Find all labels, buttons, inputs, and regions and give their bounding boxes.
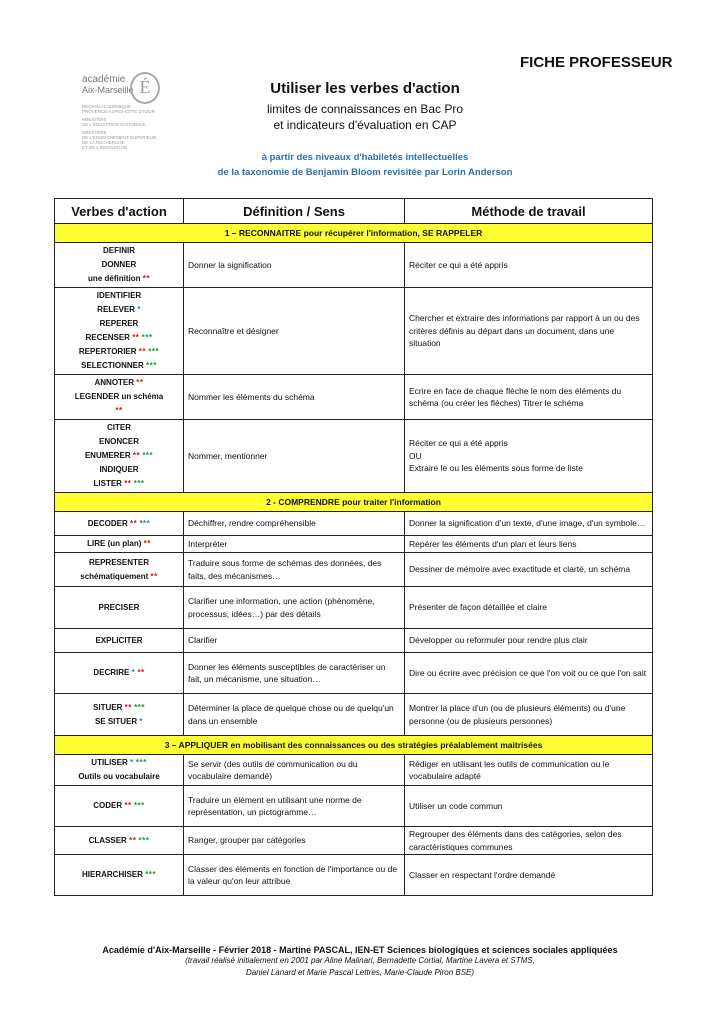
verb-line [59, 556, 179, 570]
verb-line [59, 272, 179, 286]
verb-line [59, 477, 179, 491]
logo-small-1: RÉGION ACADÉMIQUE [82, 104, 132, 109]
verb-line [59, 289, 179, 303]
level-marker: *** [133, 479, 145, 488]
method-cell: Utiliser un code commun [405, 786, 653, 827]
verb-cell [55, 420, 184, 493]
level-marker: *** [146, 361, 157, 370]
table-row [55, 755, 653, 786]
level-marker: *** [141, 333, 153, 342]
table-row [55, 694, 653, 736]
verb-cell [55, 512, 184, 536]
level-marker: ** [150, 571, 158, 581]
verb-line [59, 435, 179, 449]
verb-text: SITUER [93, 702, 123, 712]
definition-cell: Reconnaître et désigner [184, 288, 405, 375]
table-header-row [55, 199, 653, 224]
level-marker: *** [142, 451, 154, 460]
verb-text: Outils ou vocabulaire [78, 772, 160, 781]
verb-text: ENONCER [98, 437, 139, 446]
logo-mark-icon: É [130, 72, 160, 104]
level-marker: ** [124, 801, 132, 810]
verb-line [59, 404, 179, 418]
verb-line [59, 303, 179, 317]
table-row [55, 827, 653, 855]
level-marker: *** [145, 870, 156, 879]
table-row [55, 512, 653, 536]
method-cell: Donner la signification d'un texte, d'une image, d'un symbole… [405, 512, 653, 536]
verb-line [59, 244, 179, 258]
level-marker: ** [129, 835, 137, 845]
verb-cell [55, 653, 184, 694]
verb-line [59, 834, 179, 848]
column-header-method: Méthode de travail [405, 199, 653, 224]
method-cell: Dessiner de mémoire avec exactitude et clarté, un schéma [405, 553, 653, 587]
definition-cell: Donner la signification [184, 243, 405, 288]
document-title-block [200, 80, 530, 133]
verb-cell [55, 243, 184, 288]
verb-text: DECRIRE [93, 668, 130, 677]
verb-cell [55, 855, 184, 896]
academie-logo [60, 72, 178, 162]
level-marker: *** [133, 801, 145, 810]
level-marker: ** [124, 702, 132, 712]
level-marker: *** [139, 518, 151, 528]
logo-small-2: PROVENCE-ALPES-CÔTE D'AZUR [82, 109, 155, 114]
table-row [55, 855, 653, 896]
verb-line [59, 463, 179, 477]
level-marker: *** [148, 347, 160, 356]
section-title: 1 – RECONNAITRE pour récupérer l'information, SE RAPPELER [55, 224, 653, 243]
verb-cell [55, 755, 184, 786]
verb-cell [55, 827, 184, 855]
verb-text: schématiquement [80, 571, 149, 581]
verb-cell [55, 629, 184, 653]
level-marker: * [139, 716, 144, 726]
verb-cell [55, 587, 184, 629]
verb-text: CITER [107, 423, 131, 432]
verb-text: HIERARCHISER [82, 870, 143, 879]
logo-small-5: MINISTÈRE [82, 130, 107, 135]
method-cell: Réciter ce qui a été appris [405, 243, 653, 288]
level-marker: *** [138, 835, 150, 845]
verbs-table [54, 198, 653, 896]
table-row [55, 536, 653, 553]
table-row [55, 653, 653, 694]
verb-text: DONNER [101, 260, 137, 269]
definition-cell: Nommer, mentionner [184, 420, 405, 493]
verb-text: REPERER [99, 319, 139, 328]
level-marker: * [137, 305, 141, 314]
definition-cell: Se servir (des outils de communication ou du vocabulaire demandé) [184, 755, 405, 786]
definition-cell: Clarifier [184, 629, 405, 653]
logo-line2: Aix-Marseille [82, 85, 134, 95]
verb-text: IDENTIFIER [96, 291, 142, 300]
verb-cell [55, 553, 184, 587]
verb-text: ENUMERER [84, 451, 131, 460]
verb-text: LEGENDER un schéma [74, 392, 164, 401]
method-cell: Montrer la place d'un (ou de plusieurs éléments) ou d'une personne (ou de plusieurs personnes) [405, 694, 653, 736]
footer-line3: Daniel Lanard et Marie Pascal Lettres, Marie-Claude Piron BSE) [245, 968, 475, 977]
level-marker: ** [124, 479, 132, 488]
verb-line [59, 799, 179, 813]
verb-text: SE SITUER [94, 716, 138, 726]
verb-line [59, 715, 179, 729]
verb-line [59, 331, 179, 345]
method-cell: Développer ou reformuler pour rendre plus clair [405, 629, 653, 653]
column-header-verbs: Verbes d'action [55, 199, 184, 224]
level-marker: * [129, 758, 134, 767]
footer [40, 945, 680, 979]
definition-cell: Interpréter [184, 536, 405, 553]
method-cell: Chercher et extraire des informations par rapport à un ou des critères définis au départ dans un document, dans une situation [405, 288, 653, 375]
level-marker: ** [132, 333, 140, 342]
document-title-line3: et indicateurs d'évaluation en CAP [273, 118, 457, 132]
logo-small-4: DE L'ÉDUCATION NATIONALE [82, 122, 146, 127]
verb-line [59, 258, 179, 272]
table-body [55, 224, 653, 896]
table-row [55, 553, 653, 587]
level-marker: ** [137, 668, 145, 677]
verb-text: RECENSER [85, 333, 130, 342]
verb-text: LISTER [93, 479, 122, 488]
table-row [55, 243, 653, 288]
verb-text: CODER [93, 801, 123, 810]
verb-line [59, 868, 179, 882]
level-marker: *** [134, 702, 145, 712]
section-row [55, 224, 653, 243]
definition-cell: Classer des éléments en fonction de l'importance ou de la valeur qu'on leur attribue [184, 855, 405, 896]
table-row [55, 587, 653, 629]
logo-small-7: DE LA RECHERCHE [82, 140, 125, 145]
definition-cell: Clarifier une information, une action (phénomène, processus, idées…) par des détails [184, 587, 405, 629]
verb-line [59, 570, 179, 584]
verb-text: INDIQUER [99, 465, 139, 474]
verb-line [59, 421, 179, 435]
level-marker: ** [142, 274, 150, 283]
verb-text: PRECISER [98, 602, 140, 612]
logo-line1: académie [82, 74, 126, 85]
level-marker: ** [115, 406, 123, 415]
method-cell: Dire ou écrire avec précision ce que l'on voit ou ce que l'on sait [405, 653, 653, 694]
definition-cell: Donner les éléments susceptibles de caractériser un fait, un mécanisme, une situation… [184, 653, 405, 694]
logo-small-8: ET DE L'INNOVATION [82, 145, 128, 150]
logo-small-3: MINISTÈRE [82, 117, 107, 122]
verb-text: REPRESENTER [88, 557, 149, 567]
definition-cell: Traduire sous forme de schémas des données, des faits, des mécanismes… [184, 553, 405, 587]
verb-line [59, 666, 179, 680]
method-cell: Regrouper des éléments dans des catégories, selon des caractéristiques communes [405, 827, 653, 855]
fiche-label: FICHE PROFESSEUR [520, 54, 673, 71]
verb-line [59, 701, 179, 715]
method-cell: Réciter ce qui a été appris OU Extraire le ou les éléments sous forme de liste [405, 420, 653, 493]
verb-text: EXPLICITER [95, 635, 143, 645]
method-cell: Rédiger en utilisant les outils de communication ou le vocabulaire adapté [405, 755, 653, 786]
document-title: Utiliser les verbes d'action [270, 80, 460, 97]
verb-line [59, 770, 179, 784]
table-row [55, 629, 653, 653]
method-cell: Repérer les éléments d'un plan et leurs liens [405, 536, 653, 553]
verb-text: une définition [88, 274, 141, 283]
level-marker: ** [138, 347, 147, 356]
level-marker: ** [129, 518, 138, 528]
level-marker: ** [136, 378, 144, 387]
verb-line [59, 317, 179, 331]
definition-cell: Déterminer la place de quelque chose ou de quelqu'un dans un ensemble [184, 694, 405, 736]
verb-line [59, 756, 179, 770]
table-row [55, 786, 653, 827]
level-marker: *** [135, 758, 147, 767]
verb-cell [55, 536, 184, 553]
verb-line [59, 634, 179, 648]
verb-line [59, 376, 179, 390]
verb-text: RELEVER [97, 305, 135, 314]
logo-small-6: DE L'ENSEIGNEMENT SUPÉRIEUR, [82, 135, 158, 140]
verb-cell [55, 786, 184, 827]
method-cell: Classer en respectant l'ordre demandé [405, 855, 653, 896]
level-marker: * [131, 668, 136, 677]
level-marker: ** [143, 539, 151, 548]
definition-cell: Déchiffrer, rendre compréhensible [184, 512, 405, 536]
section-row [55, 736, 653, 755]
verb-line [59, 345, 179, 359]
verb-cell [55, 694, 184, 736]
level-marker: ** [132, 451, 141, 460]
verb-line [59, 390, 179, 404]
definition-cell: Nommer les éléments du schéma [184, 375, 405, 420]
definition-cell: Ranger, grouper par catégories [184, 827, 405, 855]
section-row [55, 493, 653, 512]
verb-line [59, 537, 179, 551]
verb-cell [55, 288, 184, 375]
verb-text: DEFINIR [103, 246, 135, 255]
verb-line [59, 449, 179, 463]
method-cell: Ecrire en face de chaque flèche le nom des éléments du schéma (ou créer les flèches) Titrer le schéma [405, 375, 653, 420]
section-title: 3 – APPLIQUER en mobilisant des connaissances ou des stratégies préalablement maitrisées [55, 736, 653, 755]
method-cell: Présenter de façon détaillée et claire [405, 587, 653, 629]
verb-text: ANNOTER [94, 378, 135, 387]
subtitle-line1: à partir des niveaux d'habiletés intellectuelles [261, 152, 469, 163]
section-title: 2 - COMPRENDRE pour traiter l'information [55, 493, 653, 512]
column-header-definition: Définition / Sens [184, 199, 405, 224]
verb-text: UTILISER [91, 758, 128, 767]
table-row [55, 420, 653, 493]
verb-text: LIRE (un plan) [87, 539, 142, 548]
verb-text: REPERTORIER [78, 347, 137, 356]
footer-line2: (travail réalisé initialement en 2001 par Aline Malinari, Bernadette Cortial, Martine Lavera et STMS, [185, 956, 535, 965]
verb-line [59, 359, 179, 373]
verb-cell [55, 375, 184, 420]
subtitle-line2: de la taxonomie de Benjamin Bloom revisitée par Lorin Anderson [217, 167, 513, 178]
verb-text: SELECTIONNER [81, 361, 144, 370]
table-row [55, 375, 653, 420]
verb-line [59, 601, 179, 615]
verb-text: CLASSER [88, 835, 127, 845]
verb-line [59, 517, 179, 531]
subtitle [160, 150, 570, 180]
document-title-line2: limites de connaissances en Bac Pro [266, 102, 464, 116]
verb-text: DECODER [87, 518, 128, 528]
footer-line1: Académie d'Aix-Marseille - Février 2018 - Martine PASCAL, IEN-ET Sciences biologiques et sciences sociales appliquées [102, 945, 618, 955]
table-row [55, 288, 653, 375]
definition-cell: Traduire un élément en utilisant une norme de représentation, un pictogramme… [184, 786, 405, 827]
